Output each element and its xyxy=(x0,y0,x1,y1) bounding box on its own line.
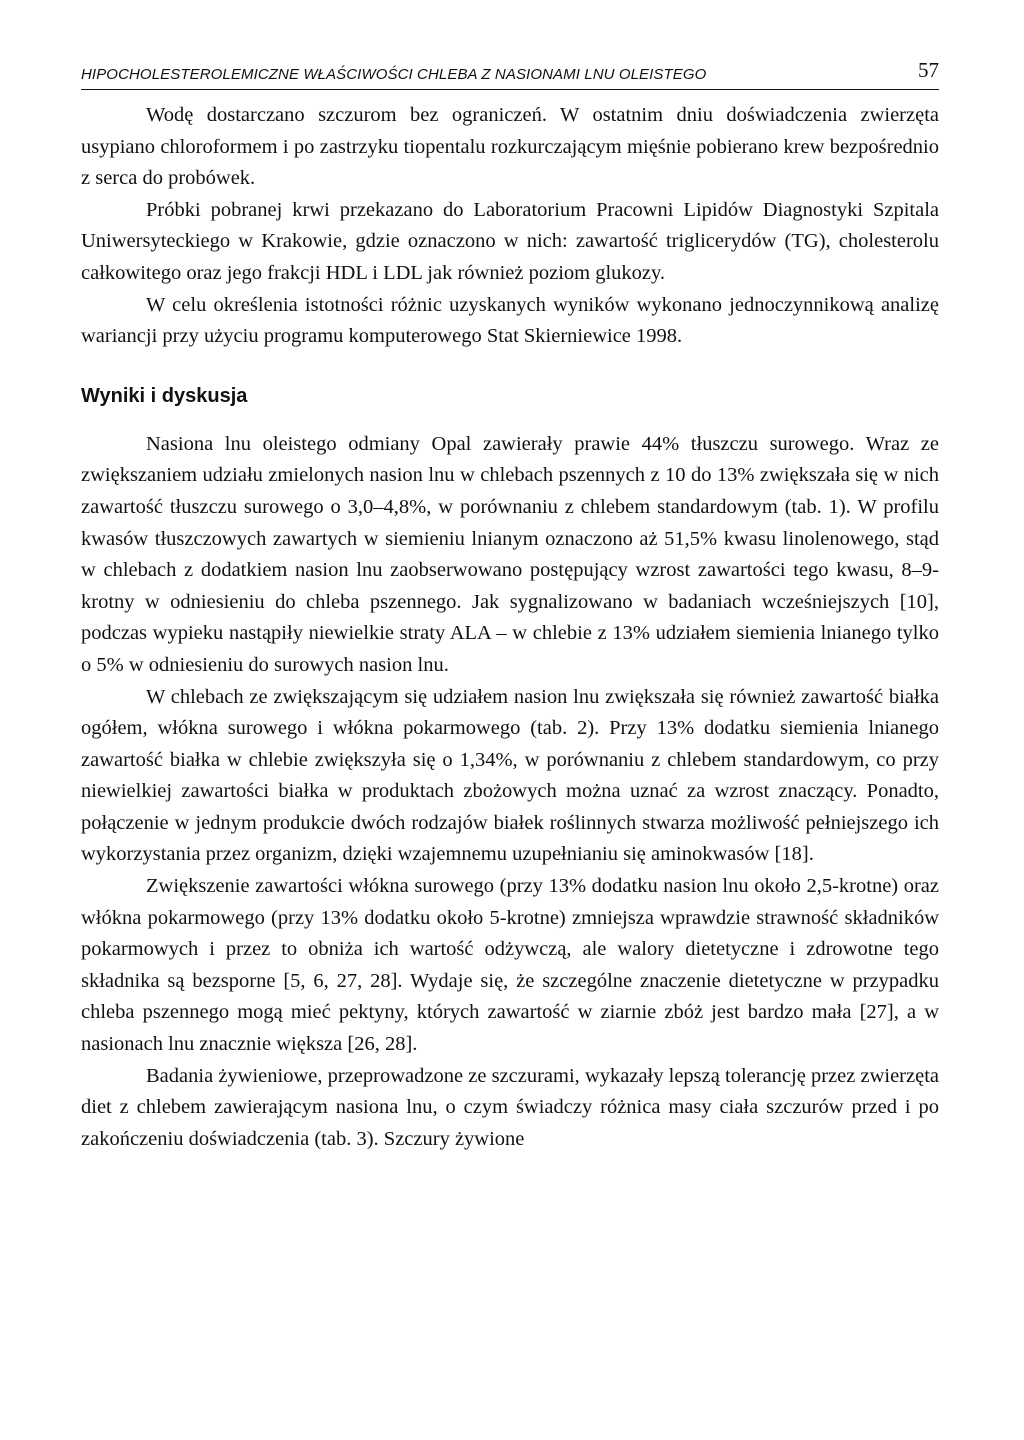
methods-text xyxy=(81,100,939,353)
paragraph-fat-content: Nasiona lnu oleistego odmiany Opal zawierały prawie 44% tłuszczu surowego. Wraz ze zwiększaniem udziału zmielonych nasion lnu w chlebach pszennych z 10 do 13% zwiększała się w nich zawartość tłuszczu surowego o 3,0–4,8%, w porównaniu z chlebem standardowym (tab. 1). W profilu kwasów tłuszczowych zawartych w siemieniu lnianym oznaczono aż 51,5% kwasu linolenowego, stąd w chlebach z dodatkiem nasion lnu zaobserwowano postępujący wzrost zawartości tego kwasu, 8–9-krotny w odniesieniu do chleba pszennego. Jak sygnalizowano w badaniach wcześniejszych [10], podczas wypieku nastąpiły niewielkie straty ALA – w chlebie z 13% udziałem siemienia lnianego tylko o 5% w odniesieniu do surowych nasion lnu. xyxy=(81,432,939,676)
paragraph-fiber-effects: Zwiększenie zawartości włókna surowego (przy 13% dodatku nasion lnu około 2,5-krotne) oraz włókna pokarmowego (przy 13% dodatku około 5-krotne) zmniejsza wprawdzie strawność składników pokarmowych i przez to obniża ich wartość odżywczą, ale walory dietetyczne i zdrowotne tego składnika są bezsporne [5, 6, 27, 28]. Wydaje się, że szczególne znaczenie dietetyczne w przypadku chleba pszennego mogą mieć pektyny, których zawartość w ziarnie zbóż jest bardzo mała [27], a w nasionach lnu znacznie większa [26, 28]. xyxy=(81,875,939,1056)
page xyxy=(81,58,939,1155)
section-heading: Wyniki i dyskusja xyxy=(81,384,248,407)
paragraph-feeding-trials: Badania żywieniowe, przeprowadzone ze szczurami, wykazały lepszą tolerancję przez zwierzęta diet z chlebem zawierającym nasiona lnu, o czym świadczy różnica masy ciała szczurów przed i po zakończeniu doświadczenia (tab. 3). Szczury żywione xyxy=(81,1064,939,1150)
page-number: 57 xyxy=(918,58,939,82)
results-text xyxy=(81,429,939,1156)
paragraph-statistics: W celu określenia istotności różnic uzyskanych wyników wykonano jednoczynnikową analizę wariancji przy użyciu programu komputerowego Stat Skierniewice 1998. xyxy=(81,293,939,348)
running-header xyxy=(81,58,939,90)
paragraph-protein-fiber: W chlebach ze zwiększającym się udziałem nasion lnu zwiększała się również zawartość białka ogółem, włókna surowego i włókna pokarmowego (tab. 2). Przy 13% dodatku siemienia lnianego zawartość białka w chlebie zwiększyła się o 1,34%, w porównaniu z chlebem standardowym, co przy niewielkiej zawartości białka w produktach zbożowych można uznać za wzrost znaczący. Ponadto, połączenie w jednym produkcie dwóch rodzajów białek roślinnych stwarza możliwość pełniejszego ich wykorzystania przez organizm, dzięki wzajemnemu uzupełnianiu się aminokwasów [18]. xyxy=(81,685,939,866)
paragraph-blood-samples: Próbki pobranej krwi przekazano do Laboratorium Pracowni Lipidów Diagnostyki Szpitala Uniwersyteckiego w Krakowie, gdzie oznaczono w nich: zawartość triglicerydów (TG), cholesterolu całkowitego oraz jego frakcji HDL i LDL jak również poziom glukozy. xyxy=(81,198,939,284)
paragraph-water: Wodę dostarczano szczurom bez ograniczeń. W ostatnim dniu doświadczenia zwierzęta usypiano chloroformem i po zastrzyku tiopentalu rozkurczającym mięśnie pobierano krew bezpośrednio z serca do probówek. xyxy=(81,104,939,190)
running-title: HIPOCHOLESTEROLEMICZNE WŁAŚCIWOŚCI CHLEBA Z NASIONAMI LNU OLEISTEGO xyxy=(81,66,707,83)
